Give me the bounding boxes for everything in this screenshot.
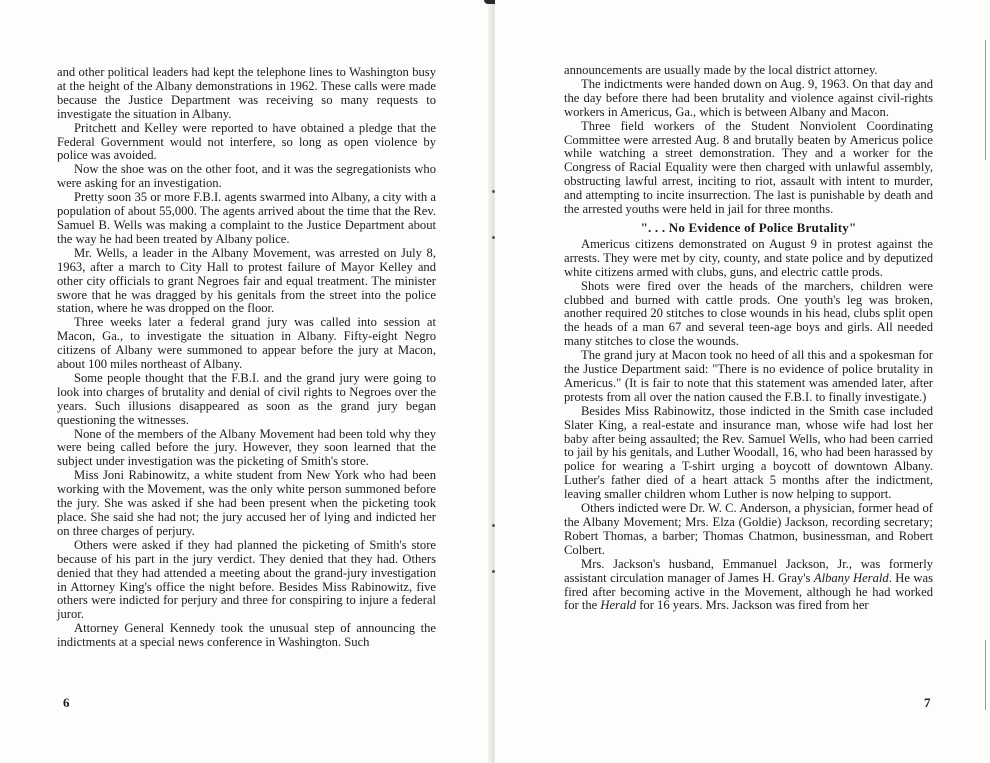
paragraph: Miss Joni Rabinowitz, a white student from New York who had been working with the Movement, was the only white person summoned before the jury. She was asked if she had been present when the picketing took place. She said she had not; the jury accused her of lying and indicted her on three charges of perjury. bbox=[57, 468, 436, 538]
paragraph: Three weeks later a federal grand jury was called into session at Macon, Ga., to investigate the situation in Albany. Fifty-eight Negro citizens of Albany were summoned to appear before the jury at Macon, about 100 miles northeast of Albany. bbox=[57, 315, 436, 372]
paragraph: Besides Miss Rabinowitz, those indicted in the Smith case included Slater King, a real-estate and insurance man, whose wife had lost her baby after being assaulted; the Rev. Samuel Wells, who had been carried to jail by his genitals, and Luther Woodall, 16, who had been harassed by police for wearing a T-shirt urging a boycott of downtown Albany. Luther's father died of a heart attack 5 months after the indictment, leaving smaller children whom Luther is now helping to support. bbox=[564, 403, 933, 502]
page-edge-line bbox=[985, 640, 986, 710]
right-page-text bbox=[564, 64, 933, 613]
paragraph: announcements are usually made by the local district attorney. bbox=[564, 63, 878, 77]
paragraph: Now the shoe was on the other foot, and it was the segregationists who were asking for an investigation. bbox=[57, 162, 436, 191]
left-page-text bbox=[57, 66, 436, 650]
newspaper-title: Herald bbox=[600, 598, 637, 613]
paragraph: The indictments were handed down on Aug. 9, 1963. On that day and the day before there had been brutality and violence against civil-rights workers in Americus, Ga., which is between Albany and Macon. bbox=[564, 76, 933, 119]
text-run: Mrs. Jackson's husband, Emmanuel Jackson, Jr., was formerly assistant circulation manager of James H. Gray's bbox=[564, 556, 933, 585]
paragraph: and other political leaders had kept the telephone lines to Washington busy at the height of the Albany demonstrations in 1962. These calls were made because the Justice Department was receiving so many requests to investigate the situation in Albany. bbox=[57, 65, 436, 121]
margin-dot bbox=[492, 236, 495, 239]
margin-dot bbox=[492, 524, 495, 527]
paragraph: Americus citizens demonstrated on August 9 in protest against the arrests. They were met by city, county, and state police and by deputized white citizens armed with clubs, guns, and electric cattle prods. bbox=[564, 236, 933, 279]
paragraph: Shots were fired over the heads of the marchers, children were clubbed and burned with cattle prods. One youth's leg was broken, another required 20 stitches to close wounds in his head, clubs split open the heads of a man 67 and several teen-age boys and girls. All needed many stitches to close the wounds. bbox=[564, 278, 933, 349]
text-run: . He was fired after becoming active in the Movement, although he had worked for the bbox=[564, 570, 934, 613]
section-heading: ". . . No Evidence of Police Brutality" bbox=[640, 219, 857, 235]
page-edge-line bbox=[985, 40, 986, 160]
right-page bbox=[495, 0, 990, 763]
paragraph: Others were asked if they had planned the picketing of Smith's store because of his part in the jury verdict. They denied that they had. Others denied that they had attended a meeting about the grand-jury investigation in Attorney King's office the night before. Besides Miss Rabinowitz, five others were indicted for perjury and three for conspiring to injure a federal juror. bbox=[57, 537, 436, 622]
left-page bbox=[0, 0, 490, 763]
paragraph: Pritchett and Kelley were reported to have obtained a pledge that the Federal Government would not interfere, so long as open violence by police was avoided. bbox=[57, 120, 436, 163]
margin-dot bbox=[492, 190, 495, 193]
paragraph: Others indicted were Dr. W. C. Anderson, a physician, former head of the Albany Movement; Mrs. Elza (Goldie) Jackson, recording secretary; Robert Thomas, a barber; Thomas Chatmon, businessman, and Robert Colbert. bbox=[564, 501, 933, 557]
newspaper-title: Albany Herald bbox=[813, 570, 889, 585]
text-run: for 16 years. Mrs. Jackson was fired from her bbox=[636, 598, 869, 613]
paragraph: The grand jury at Macon took no heed of all this and a spokesman for the Justice Department said: "There is no evidence of police brutality in Americus." (It is fair to note that this statement was amended later, after protests from all over the nation caused the F.B.I. to finally investigate.) bbox=[564, 348, 933, 404]
paragraph: Three field workers of the Student Nonviolent Coordinating Committee were arrested Aug. 8 and brutally beaten by Americus police while watching a street demonstration. They and a worker for the Congress of Racial Equality were then charged with unlawful assembly, obstructing lawful arrest, inciting to riot, assault with intent to murder, and attempting to incite insurrection. The last is punishable by death and the arrested youths were held in jail for three months. bbox=[564, 118, 933, 217]
page-number: 7 bbox=[924, 695, 931, 710]
paragraph: Attorney General Kennedy took the unusual step of announcing the indictments at a special news conference in Washington. Such bbox=[57, 621, 436, 650]
page-number: 6 bbox=[63, 695, 70, 710]
paragraph: Pretty soon 35 or more F.B.I. agents swarmed into Albany, a city with a population of about 55,000. The agents arrived about the time that the Rev. Samuel B. Wells was making a complaint to the Justice Department about the way he had been treated by Albany police. bbox=[57, 190, 436, 246]
paragraph: Mr. Wells, a leader in the Albany Movement, was arrested on July 8, 1963, after a march to City Hall to protest failure of Mayor Kelley and other city officials to grant Negroes fair and equal treatment. The minister swore that he was dragged by his genitals from the street into the police station, where he was dropped on the floor. bbox=[57, 245, 436, 316]
paragraph bbox=[564, 558, 933, 614]
margin-dot bbox=[492, 570, 495, 573]
paragraph: None of the members of the Albany Movement had been told why they were being called before the jury. However, they soon learned that the subject under investigation was the picketing of Smith's store. bbox=[57, 426, 436, 469]
paragraph: Some people thought that the F.B.I. and the grand jury were going to look into charges of brutality and denial of civil rights to Negroes over the years. Such illusions disappeared as soon as the grand jury began questioning the witnesses. bbox=[57, 370, 436, 427]
